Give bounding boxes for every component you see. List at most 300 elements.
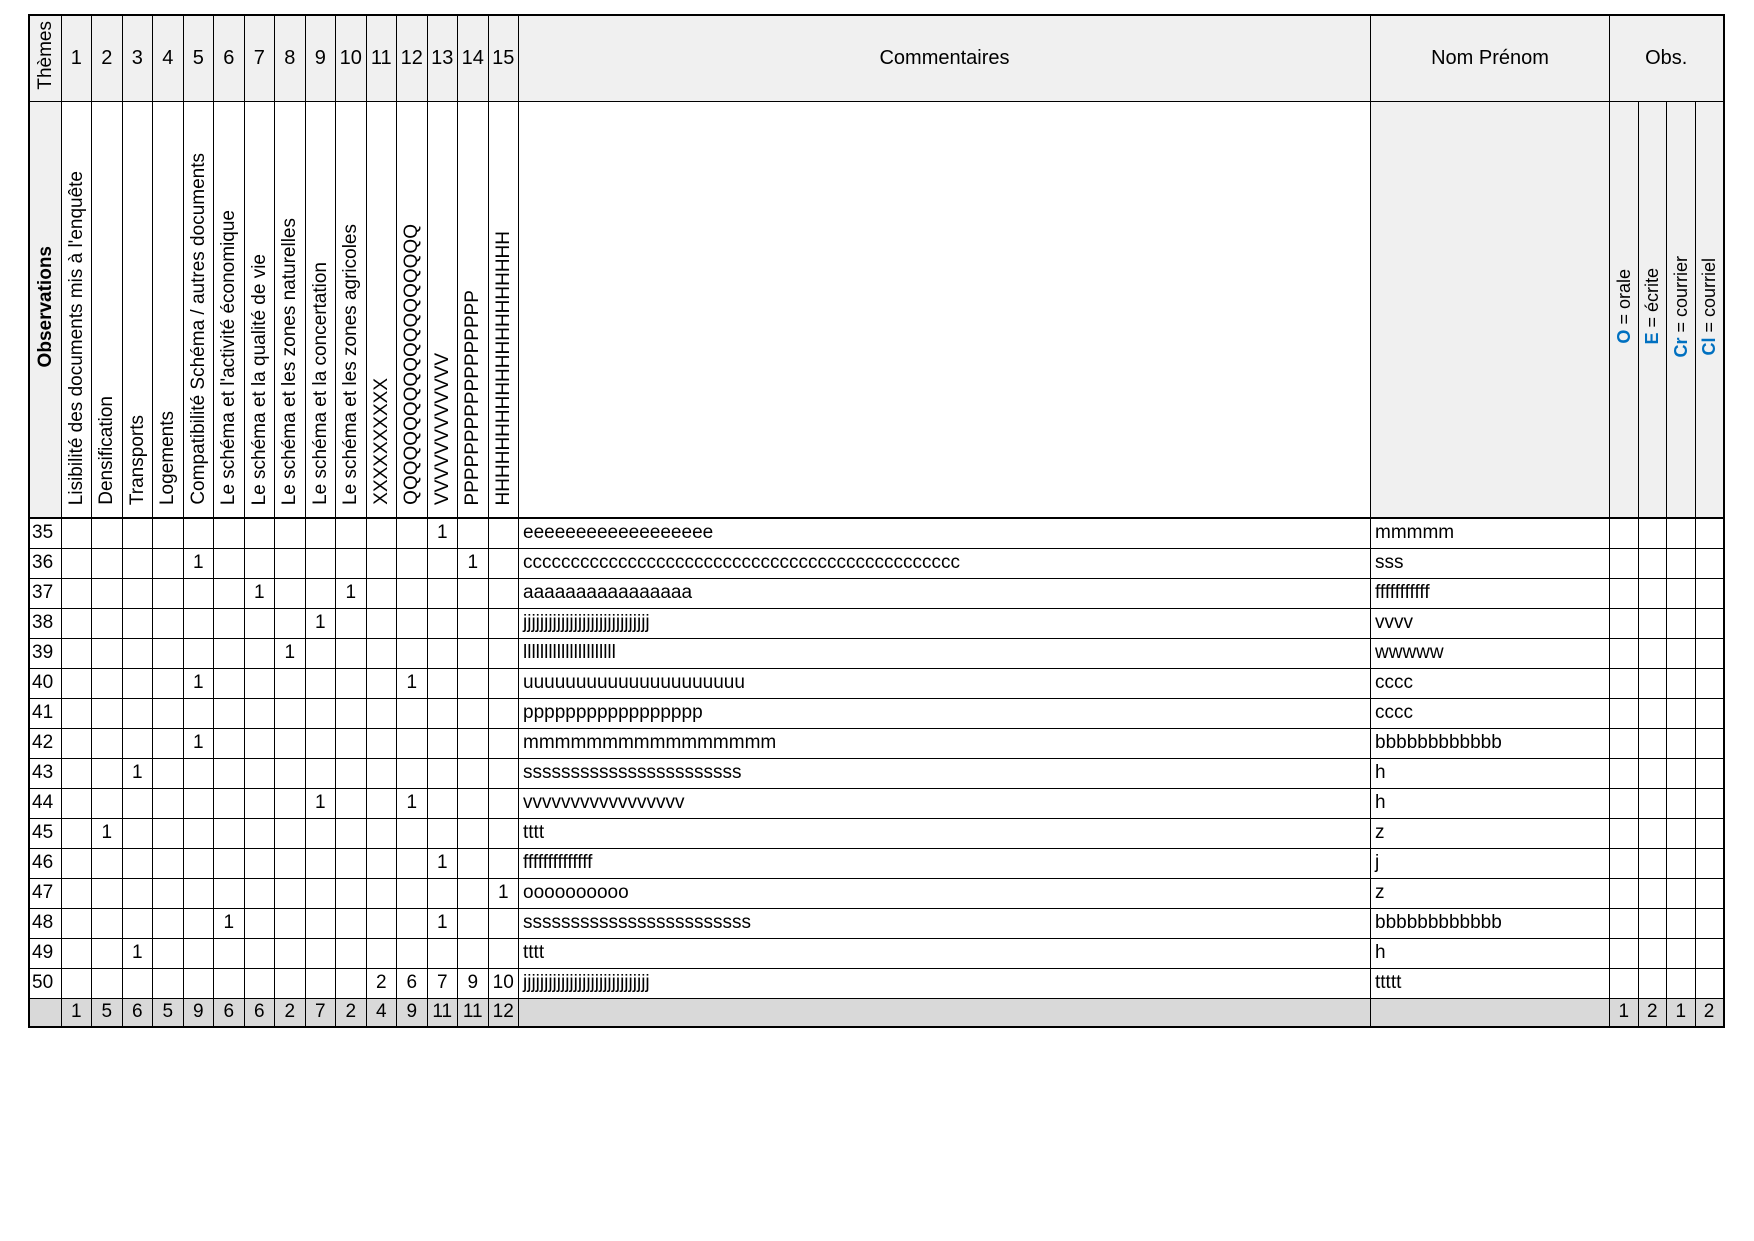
- row-number-cell: 44: [29, 788, 61, 818]
- theme-mark-cell: [183, 818, 214, 848]
- theme-mark-cell: [92, 788, 123, 818]
- theme-mark-cell: [305, 698, 336, 728]
- theme-mark-cell: [244, 788, 275, 818]
- theme-mark-cell: [336, 548, 367, 578]
- theme-mark-cell: [427, 638, 458, 668]
- theme-name-header: [92, 101, 123, 518]
- theme-mark-cell: [61, 788, 92, 818]
- comment-cell: mmmmmmmmmmmmmmmm: [519, 728, 1371, 758]
- theme-mark-cell: [92, 968, 123, 998]
- theme-mark-cell: [305, 578, 336, 608]
- theme-mark-cell: [244, 968, 275, 998]
- commentaires-spacer-cell: [519, 101, 1371, 518]
- obs-cell: [1695, 578, 1724, 608]
- theme-name-label: Le schéma et la qualité de vie: [248, 253, 270, 505]
- theme-mark-cell: [397, 578, 428, 608]
- theme-mark-cell: [122, 698, 153, 728]
- theme-mark-cell: [153, 518, 184, 548]
- comment-cell: jjjjjjjjjjjjjjjjjjjjjjjjjjjjjj: [519, 968, 1371, 998]
- theme-mark-cell: [183, 638, 214, 668]
- theme-mark-cell: [122, 668, 153, 698]
- obs-cell: [1638, 788, 1667, 818]
- theme-mark-cell: [336, 608, 367, 638]
- theme-mark-cell: [275, 788, 306, 818]
- theme-mark-cell: [92, 848, 123, 878]
- theme-mark-cell: [366, 848, 397, 878]
- theme-mark-cell: [336, 728, 367, 758]
- theme-mark-cell: [397, 698, 428, 728]
- theme-mark-cell: [275, 728, 306, 758]
- theme-mark-cell: [122, 818, 153, 848]
- obs-cell: [1638, 938, 1667, 968]
- theme-mark-cell: [366, 698, 397, 728]
- row-number-cell: 49: [29, 938, 61, 968]
- theme-mark-cell: [366, 758, 397, 788]
- name-cell: h: [1371, 788, 1610, 818]
- table-row: [29, 758, 1724, 788]
- theme-name-header: [336, 101, 367, 518]
- theme-name-label: Densification: [96, 396, 118, 505]
- obs-legend-abbr: E: [1642, 333, 1663, 346]
- theme-mark-cell: [336, 668, 367, 698]
- theme-mark-cell: [244, 758, 275, 788]
- row-number-cell: 40: [29, 668, 61, 698]
- theme-mark-cell: 7: [427, 968, 458, 998]
- name-cell: wwwww: [1371, 638, 1610, 668]
- theme-mark-cell: 1: [214, 908, 245, 938]
- theme-mark-cell: [275, 698, 306, 728]
- theme-mark-cell: [305, 938, 336, 968]
- theme-mark-cell: 1: [397, 668, 428, 698]
- obs-cell: [1638, 878, 1667, 908]
- name-cell: z: [1371, 878, 1610, 908]
- theme-number-header: 12: [397, 15, 428, 101]
- theme-number-header: 5: [183, 15, 214, 101]
- theme-mark-cell: [458, 818, 489, 848]
- theme-number-header: 8: [275, 15, 306, 101]
- theme-mark-cell: [366, 878, 397, 908]
- theme-mark-cell: [153, 698, 184, 728]
- row-number-cell: 43: [29, 758, 61, 788]
- theme-total-cell: 12: [488, 998, 519, 1027]
- theme-name-label: HHHHHHHHHHHHHHHHHHHH: [492, 230, 514, 505]
- theme-total-cell: 9: [397, 998, 428, 1027]
- theme-mark-cell: 1: [305, 608, 336, 638]
- theme-mark-cell: [275, 578, 306, 608]
- table-row: [29, 908, 1724, 938]
- theme-mark-cell: [92, 518, 123, 548]
- theme-name-label: Le schéma et les zones agricoles: [340, 224, 362, 505]
- obs-cell: [1610, 938, 1639, 968]
- theme-mark-cell: [275, 758, 306, 788]
- table-row: [29, 818, 1724, 848]
- theme-mark-cell: [214, 668, 245, 698]
- obs-legend-cell: [1610, 101, 1639, 518]
- obs-cell: [1638, 518, 1667, 548]
- theme-mark-cell: [397, 818, 428, 848]
- obs-legend-abbr: Cr: [1670, 337, 1691, 358]
- theme-mark-cell: [92, 878, 123, 908]
- theme-mark-cell: [122, 578, 153, 608]
- theme-mark-cell: [488, 788, 519, 818]
- theme-mark-cell: [92, 608, 123, 638]
- theme-mark-cell: [488, 938, 519, 968]
- theme-mark-cell: 1: [122, 758, 153, 788]
- theme-mark-cell: [488, 728, 519, 758]
- obs-cell: [1667, 728, 1696, 758]
- theme-mark-cell: [183, 848, 214, 878]
- theme-mark-cell: 1: [183, 668, 214, 698]
- theme-number-header: 15: [488, 15, 519, 101]
- table-row: [29, 968, 1724, 998]
- theme-mark-cell: [214, 758, 245, 788]
- theme-mark-cell: [336, 788, 367, 818]
- theme-mark-cell: [488, 548, 519, 578]
- name-cell: h: [1371, 938, 1610, 968]
- theme-mark-cell: [153, 728, 184, 758]
- theme-mark-cell: [214, 968, 245, 998]
- theme-mark-cell: [275, 878, 306, 908]
- obs-legend-cell: [1638, 101, 1667, 518]
- theme-mark-cell: [275, 608, 306, 638]
- obs-cell: [1695, 668, 1724, 698]
- theme-mark-cell: [153, 548, 184, 578]
- theme-mark-cell: [427, 788, 458, 818]
- obs-cell: [1695, 548, 1724, 578]
- theme-mark-cell: [458, 518, 489, 548]
- theme-mark-cell: 1: [458, 548, 489, 578]
- theme-mark-cell: [61, 518, 92, 548]
- obs-cell: [1695, 518, 1724, 548]
- obs-legend-rest: = orale: [1613, 269, 1634, 331]
- theme-mark-cell: [336, 698, 367, 728]
- theme-mark-cell: [305, 908, 336, 938]
- theme-name-label: XXXXXXXXXX: [370, 378, 392, 505]
- obs-total-cell: 1: [1667, 998, 1696, 1027]
- theme-mark-cell: [397, 758, 428, 788]
- obs-cell: [1610, 878, 1639, 908]
- theme-mark-cell: [153, 758, 184, 788]
- theme-mark-cell: 1: [427, 518, 458, 548]
- theme-mark-cell: 6: [397, 968, 428, 998]
- theme-mark-cell: [183, 968, 214, 998]
- row-number-cell: 35: [29, 518, 61, 548]
- theme-mark-cell: [244, 728, 275, 758]
- theme-name-label: Le schéma et l'activité économique: [218, 209, 240, 505]
- theme-mark-cell: [305, 758, 336, 788]
- theme-mark-cell: 1: [336, 578, 367, 608]
- name-cell: h: [1371, 758, 1610, 788]
- obs-cell: [1638, 848, 1667, 878]
- obs-header: Obs.: [1610, 15, 1724, 101]
- theme-total-cell: 11: [458, 998, 489, 1027]
- theme-total-cell: 2: [275, 998, 306, 1027]
- row-number-cell: 38: [29, 608, 61, 638]
- obs-cell: [1610, 758, 1639, 788]
- obs-cell: [1667, 638, 1696, 668]
- theme-mark-cell: [92, 758, 123, 788]
- theme-mark-cell: [397, 908, 428, 938]
- theme-number-header: 13: [427, 15, 458, 101]
- theme-mark-cell: [488, 578, 519, 608]
- theme-mark-cell: [427, 668, 458, 698]
- obs-cell: [1695, 878, 1724, 908]
- theme-mark-cell: [305, 518, 336, 548]
- theme-mark-cell: [153, 968, 184, 998]
- theme-mark-cell: [488, 818, 519, 848]
- comment-cell: jjjjjjjjjjjjjjjjjjjjjjjjjjjjjj: [519, 608, 1371, 638]
- theme-mark-cell: [427, 608, 458, 638]
- theme-mark-cell: [244, 518, 275, 548]
- obs-legend-label: [1643, 268, 1661, 345]
- totals-spacer-cell: [1371, 998, 1610, 1027]
- totals-spacer-cell: [29, 998, 61, 1027]
- theme-mark-cell: [366, 668, 397, 698]
- table-row: [29, 938, 1724, 968]
- theme-mark-cell: [305, 548, 336, 578]
- theme-mark-cell: [183, 578, 214, 608]
- theme-mark-cell: [427, 878, 458, 908]
- theme-mark-cell: [183, 758, 214, 788]
- observations-label: Observations: [34, 245, 56, 367]
- obs-cell: [1638, 908, 1667, 938]
- theme-mark-cell: [427, 938, 458, 968]
- theme-mark-cell: [488, 638, 519, 668]
- theme-mark-cell: [244, 848, 275, 878]
- obs-legend-label: [1672, 256, 1690, 358]
- theme-mark-cell: [275, 968, 306, 998]
- theme-name-label: Lisibilité des documents mis à l'enquête: [65, 170, 87, 505]
- comment-cell: tttt: [519, 938, 1371, 968]
- table-row: [29, 518, 1724, 548]
- theme-total-cell: 5: [153, 998, 184, 1027]
- theme-mark-cell: [244, 608, 275, 638]
- theme-mark-cell: 1: [183, 728, 214, 758]
- obs-total-cell: 1: [1610, 998, 1639, 1027]
- obs-cell: [1610, 518, 1639, 548]
- commentaires-header: Commentaires: [519, 15, 1371, 101]
- obs-cell: [1638, 758, 1667, 788]
- theme-mark-cell: [458, 668, 489, 698]
- theme-mark-cell: [214, 548, 245, 578]
- theme-mark-cell: [214, 938, 245, 968]
- theme-mark-cell: [61, 938, 92, 968]
- theme-mark-cell: [153, 788, 184, 818]
- name-cell: vvvv: [1371, 608, 1610, 638]
- theme-mark-cell: [275, 908, 306, 938]
- theme-name-header: [366, 101, 397, 518]
- theme-mark-cell: [275, 848, 306, 878]
- theme-mark-cell: [61, 608, 92, 638]
- theme-mark-cell: [336, 878, 367, 908]
- comment-cell: ppppppppppppppppp: [519, 698, 1371, 728]
- theme-mark-cell: [305, 878, 336, 908]
- obs-cell: [1695, 758, 1724, 788]
- theme-mark-cell: 1: [92, 818, 123, 848]
- theme-number-header: 9: [305, 15, 336, 101]
- theme-mark-cell: [305, 668, 336, 698]
- theme-mark-cell: 1: [427, 848, 458, 878]
- obs-cell: [1638, 668, 1667, 698]
- theme-mark-cell: [366, 548, 397, 578]
- theme-mark-cell: [366, 788, 397, 818]
- theme-mark-cell: [153, 608, 184, 638]
- theme-mark-cell: [214, 848, 245, 878]
- obs-cell: [1610, 908, 1639, 938]
- obs-legend-cell: [1695, 101, 1724, 518]
- theme-mark-cell: 1: [122, 938, 153, 968]
- theme-name-header: [244, 101, 275, 518]
- theme-number-header: 4: [153, 15, 184, 101]
- comment-cell: eeeeeeeeeeeeeeeeee: [519, 518, 1371, 548]
- obs-legend-cell: [1667, 101, 1696, 518]
- theme-mark-cell: [397, 608, 428, 638]
- theme-mark-cell: [336, 908, 367, 938]
- obs-cell: [1667, 938, 1696, 968]
- name-cell: ttttt: [1371, 968, 1610, 998]
- theme-mark-cell: 2: [366, 968, 397, 998]
- obs-cell: [1667, 578, 1696, 608]
- theme-mark-cell: [92, 638, 123, 668]
- theme-mark-cell: 10: [488, 968, 519, 998]
- theme-mark-cell: [92, 698, 123, 728]
- theme-mark-cell: [61, 548, 92, 578]
- theme-mark-cell: [183, 518, 214, 548]
- theme-mark-cell: [183, 908, 214, 938]
- theme-mark-cell: [366, 608, 397, 638]
- theme-name-label: Logements: [157, 410, 179, 505]
- obs-cell: [1610, 788, 1639, 818]
- theme-mark-cell: [366, 908, 397, 938]
- theme-mark-cell: [122, 788, 153, 818]
- theme-mark-cell: [122, 728, 153, 758]
- row-number-cell: 41: [29, 698, 61, 728]
- obs-cell: [1667, 698, 1696, 728]
- theme-number-header: 2: [92, 15, 123, 101]
- name-cell: cccc: [1371, 698, 1610, 728]
- themes-label: Thèmes: [34, 20, 56, 90]
- comment-cell: tttt: [519, 818, 1371, 848]
- theme-mark-cell: [153, 938, 184, 968]
- theme-mark-cell: [122, 878, 153, 908]
- theme-name-label: PPPPPPPPPPPPPPPPP: [462, 289, 484, 505]
- theme-mark-cell: [214, 878, 245, 908]
- theme-mark-cell: [397, 638, 428, 668]
- theme-mark-cell: [183, 698, 214, 728]
- name-cell: z: [1371, 818, 1610, 848]
- theme-mark-cell: [244, 878, 275, 908]
- theme-name-label: Compatibilité Schéma / autres documents: [187, 153, 209, 505]
- theme-mark-cell: [275, 938, 306, 968]
- theme-mark-cell: [214, 818, 245, 848]
- theme-mark-cell: [458, 578, 489, 608]
- totals-spacer-cell: [519, 998, 1371, 1027]
- theme-mark-cell: [122, 968, 153, 998]
- theme-mark-cell: [183, 878, 214, 908]
- table-row: [29, 788, 1724, 818]
- theme-mark-cell: [214, 698, 245, 728]
- theme-total-cell: 6: [244, 998, 275, 1027]
- theme-number-header: 1: [61, 15, 92, 101]
- theme-mark-cell: [92, 578, 123, 608]
- theme-mark-cell: [488, 608, 519, 638]
- obs-cell: [1695, 938, 1724, 968]
- theme-mark-cell: [336, 758, 367, 788]
- name-cell: sss: [1371, 548, 1610, 578]
- obs-cell: [1610, 848, 1639, 878]
- obs-cell: [1610, 818, 1639, 848]
- row-number-cell: 45: [29, 818, 61, 848]
- comment-cell: aaaaaaaaaaaaaaaa: [519, 578, 1371, 608]
- theme-name-header: [61, 101, 92, 518]
- theme-mark-cell: [397, 728, 428, 758]
- theme-total-cell: 7: [305, 998, 336, 1027]
- theme-name-header: [488, 101, 519, 518]
- theme-mark-cell: [122, 608, 153, 638]
- theme-mark-cell: [458, 638, 489, 668]
- obs-cell: [1695, 698, 1724, 728]
- theme-mark-cell: [488, 848, 519, 878]
- theme-name-header: [183, 101, 214, 518]
- obs-cell: [1695, 638, 1724, 668]
- theme-mark-cell: [305, 818, 336, 848]
- theme-name-header: [153, 101, 184, 518]
- themes-corner-cell: [29, 15, 61, 101]
- theme-name-header: [275, 101, 306, 518]
- theme-number-header: 14: [458, 15, 489, 101]
- theme-mark-cell: 1: [275, 638, 306, 668]
- obs-legend-label: [1700, 258, 1718, 356]
- theme-mark-cell: [458, 878, 489, 908]
- theme-mark-cell: 1: [397, 788, 428, 818]
- obs-cell: [1695, 848, 1724, 878]
- theme-name-label: Le schéma et les zones naturelles: [279, 217, 301, 505]
- theme-name-label: VVVVVVVVVVVV: [431, 352, 453, 505]
- theme-name-header: [214, 101, 245, 518]
- obs-legend-rest: = courrier: [1670, 255, 1691, 338]
- table-row: [29, 608, 1724, 638]
- row-number-cell: 36: [29, 548, 61, 578]
- theme-mark-cell: [153, 578, 184, 608]
- theme-mark-cell: [366, 728, 397, 758]
- name-cell: mmmmm: [1371, 518, 1610, 548]
- obs-cell: [1610, 548, 1639, 578]
- theme-mark-cell: 1: [427, 908, 458, 938]
- theme-mark-cell: [61, 848, 92, 878]
- obs-cell: [1695, 968, 1724, 998]
- comment-cell: vvvvvvvvvvvvvvvvv: [519, 788, 1371, 818]
- comment-cell: cccccccccccccccccccccccccccccccccccccccccccccc: [519, 548, 1371, 578]
- theme-total-cell: 4: [366, 998, 397, 1027]
- obs-cell: [1695, 608, 1724, 638]
- obs-cell: [1667, 848, 1696, 878]
- theme-mark-cell: [122, 848, 153, 878]
- theme-mark-cell: [153, 878, 184, 908]
- theme-mark-cell: [275, 548, 306, 578]
- table-body: [29, 518, 1724, 1027]
- nom-prenom-spacer-cell: [1371, 101, 1610, 518]
- obs-cell: [1638, 638, 1667, 668]
- comment-cell: ssssssssssssssssssssssss: [519, 908, 1371, 938]
- theme-mark-cell: [122, 518, 153, 548]
- theme-mark-cell: [458, 938, 489, 968]
- table-row: [29, 548, 1724, 578]
- theme-mark-cell: [214, 578, 245, 608]
- comment-cell: sssssssssssssssssssssss: [519, 758, 1371, 788]
- row-number-cell: 46: [29, 848, 61, 878]
- header-row-observations: [29, 101, 1724, 518]
- theme-mark-cell: [61, 908, 92, 938]
